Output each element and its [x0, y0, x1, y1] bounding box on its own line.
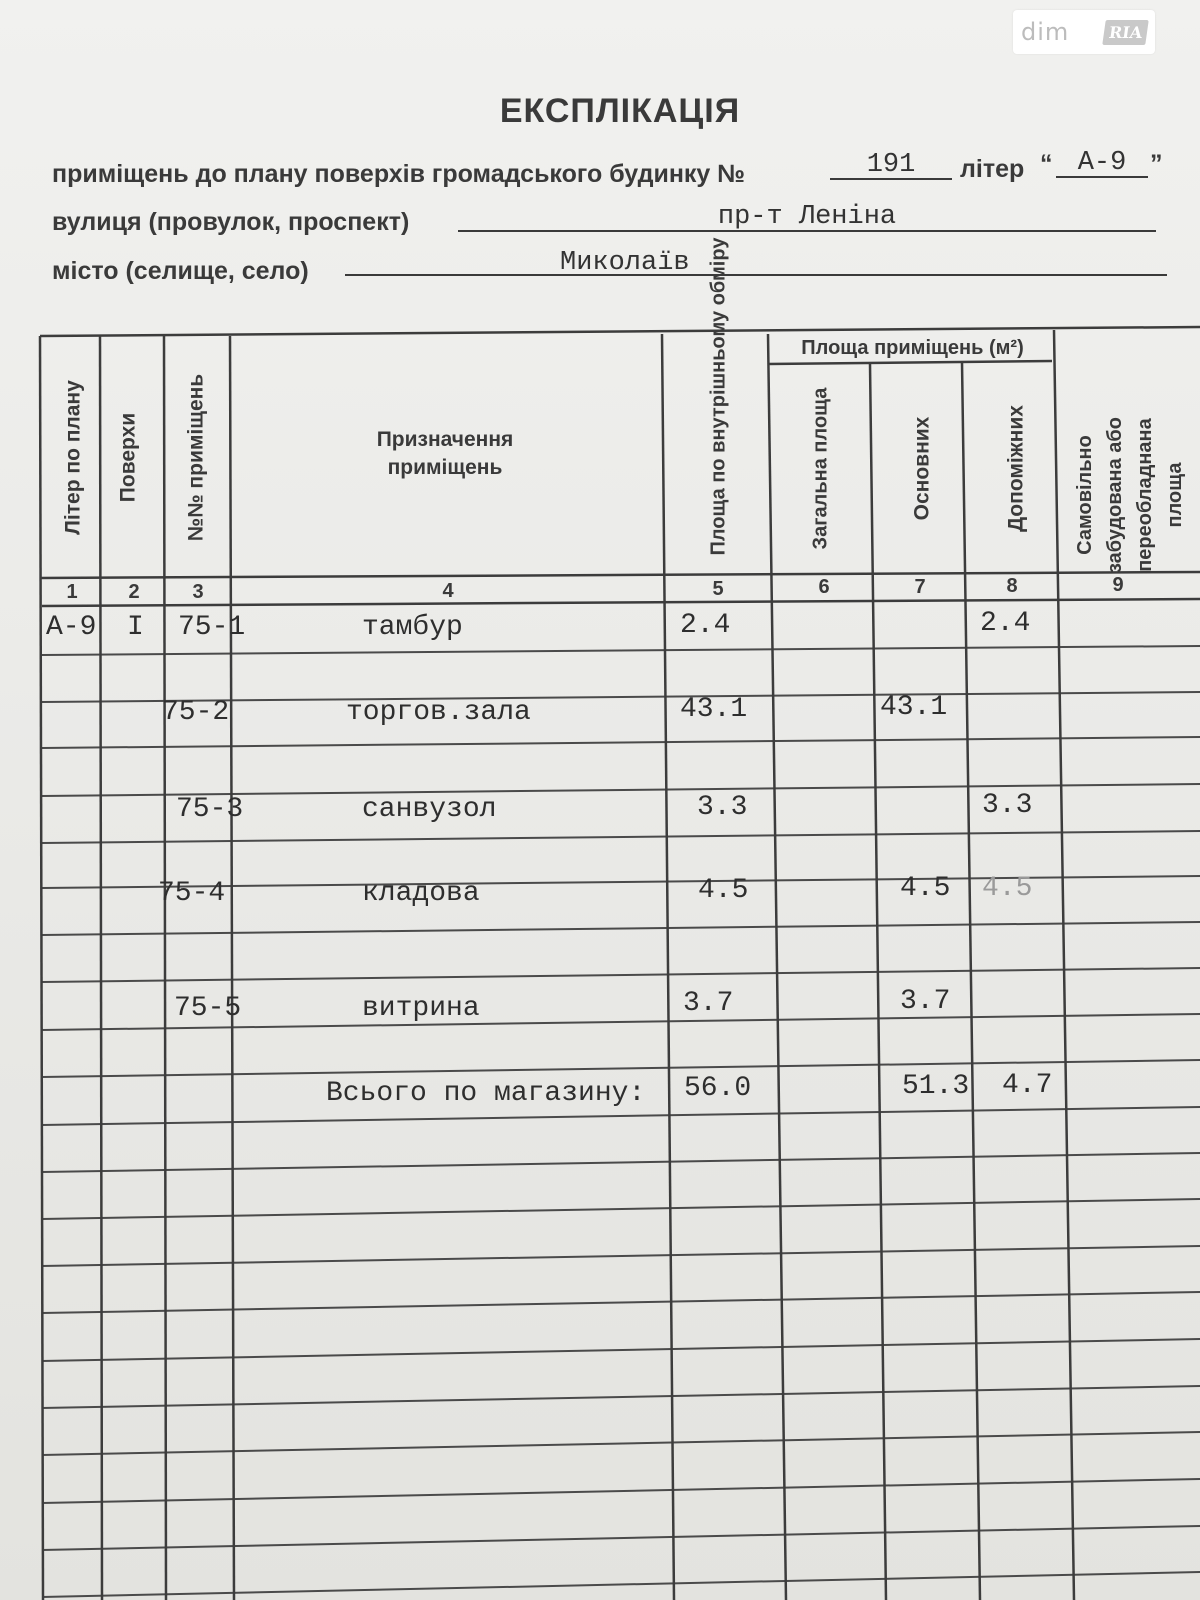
- city-label: місто (селище, село): [52, 257, 309, 285]
- col-group-header-area: Площа приміщень (м²): [801, 337, 1024, 359]
- total-area: 56.0: [684, 1073, 752, 1104]
- col-header-unauthorized: Самовільно забудована або переобладнана площа: [1074, 416, 1186, 574]
- building-number-field: 191: [830, 150, 952, 180]
- col-header-floors: Поверхи: [116, 412, 140, 503]
- col-header-aux: Допоміжних: [1004, 405, 1028, 532]
- col-number-6: 6: [818, 576, 830, 598]
- row4-room: 75-4: [158, 878, 226, 909]
- col-number-9: 9: [1112, 574, 1124, 596]
- grid-row-lines: [42, 646, 1200, 1597]
- row4-main: 4.5: [900, 873, 951, 904]
- col-number-1: 1: [66, 581, 78, 603]
- col-number-8: 8: [1006, 575, 1018, 597]
- row3-area: 3.3: [697, 792, 748, 823]
- total-aux: 4.7: [1002, 1070, 1053, 1101]
- header-line-building: приміщень до плану поверхів громадського будинку №: [52, 160, 746, 188]
- row1-floor: І: [127, 612, 144, 643]
- watermark-ria-text: RIA: [1102, 20, 1149, 45]
- row2-area: 43.1: [680, 694, 748, 725]
- street-field: пр-т Леніна: [458, 202, 1156, 232]
- row1-room: 75-1: [178, 612, 246, 643]
- liter-close-quote: ”: [1150, 150, 1163, 178]
- row2-purpose: торгов.зала: [346, 697, 531, 728]
- col-header-purpose: Призначення приміщень: [376, 428, 514, 479]
- col-header-main: Основних: [910, 416, 934, 521]
- street-label: вулиця (провулок, проспект): [52, 208, 410, 236]
- row5-room: 75-5: [174, 993, 242, 1024]
- row4-area: 4.5: [698, 875, 749, 906]
- row1-liter: А-9: [46, 612, 97, 643]
- row4-purpose: кладова: [362, 878, 480, 909]
- col-number-2: 2: [128, 581, 140, 603]
- row2-main: 43.1: [880, 692, 948, 723]
- liter-open-quote: “: [1040, 150, 1053, 178]
- row1-aux: 2.4: [980, 608, 1031, 639]
- row1-purpose: тамбур: [362, 612, 463, 643]
- row3-aux: 3.3: [982, 790, 1033, 821]
- col-header-room-numbers: №№ приміщень: [184, 373, 208, 542]
- total-main: 51.3: [902, 1071, 970, 1102]
- row3-room: 75-3: [176, 794, 244, 825]
- city-field: Миколаїв: [345, 248, 1167, 276]
- row4-aux: 4.5: [982, 873, 1033, 904]
- document-title: ЕКСПЛІКАЦІЯ: [499, 92, 741, 130]
- watermark-dim-text: dim: [1021, 18, 1070, 46]
- col-number-3: 3: [192, 581, 204, 603]
- row5-purpose: витрина: [362, 993, 480, 1024]
- row1-area: 2.4: [680, 610, 731, 641]
- liter-field: А-9: [1056, 148, 1148, 178]
- liter-label: літер: [960, 155, 1025, 183]
- col-number-7: 7: [914, 576, 926, 598]
- col-number-4: 4: [442, 580, 454, 602]
- total-label: Всього по магазину:: [326, 1078, 646, 1109]
- row2-room: 75-2: [162, 697, 230, 728]
- row5-area: 3.7: [683, 988, 734, 1019]
- col-header-inner-area: Площа по внутрішньому обміру: [707, 237, 730, 556]
- col-header-liter: Літер по плану: [61, 380, 85, 535]
- row3-purpose: санвузол: [362, 794, 497, 825]
- row5-main: 3.7: [900, 986, 951, 1017]
- col-number-5: 5: [712, 578, 724, 600]
- col-header-total-area: Загальна площа: [809, 387, 832, 550]
